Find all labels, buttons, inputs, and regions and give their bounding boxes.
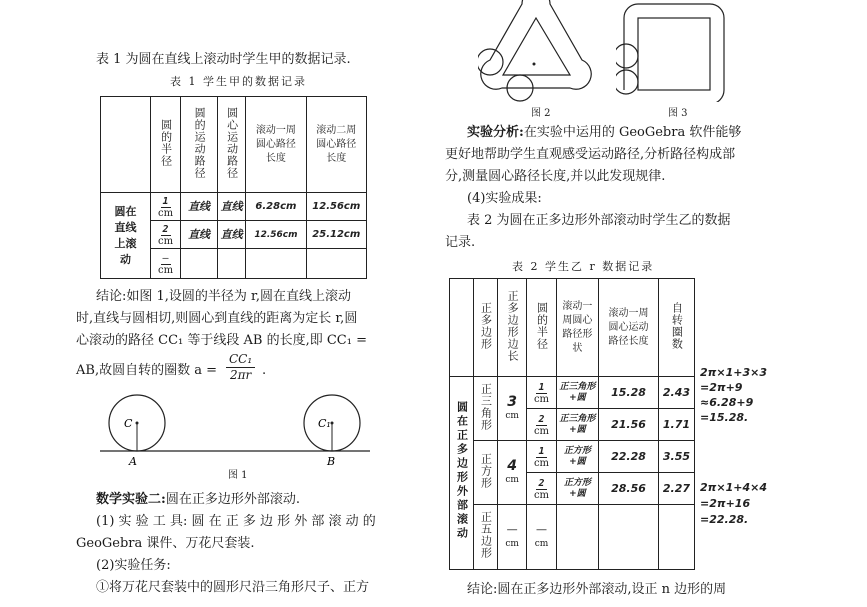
- fig1-label-a: A: [129, 455, 137, 468]
- t1-header-radius: 圆的半径: [159, 118, 173, 167]
- t2-side-square: 4: [507, 457, 517, 474]
- experiment2: [96, 490, 300, 510]
- t1-r1-len2: 12.56cm: [306, 193, 366, 221]
- t2-tri-r1-turns: 2.43: [658, 377, 694, 409]
- note-5: 2π×1+4×4: [700, 481, 767, 494]
- tools-line2: GeoGebra 课件、万花尺套装.: [76, 536, 255, 551]
- t2-pent-r1: —: [536, 523, 547, 536]
- analysis-line2: 更好地帮助学生直观感受运动路径,分析路径构成部: [445, 147, 736, 162]
- t2-sq-r2-form: 正方形+圆: [556, 473, 598, 505]
- handwritten-notes: [700, 365, 767, 425]
- t1-header-center-path: 圆心运动路径: [225, 106, 239, 179]
- conclusion-line2: 时,直线与圆相切,则圆心到直线的距离为定长 r,圆: [76, 311, 358, 326]
- t2-side-pentagon: —: [506, 523, 518, 536]
- table2-caption: 表 2 学生乙 r 数据记录: [512, 260, 655, 273]
- t2-header-shape: 滚动一周圆心路径形状: [562, 300, 593, 354]
- t2-header-turns: 自转圈数: [670, 301, 684, 350]
- t2-sq-r2: 2: [538, 478, 545, 489]
- note-7: =22.28.: [700, 513, 749, 526]
- fig1-label-c: C: [124, 417, 133, 430]
- table1: 圆的半径 圆的运动路径 圆心运动路径 滚动一周圆心路径长度 滚动二周圆心路径长度 圆在直线上滚动 $\frac{1}{cm}$ 直线 直线 6.28cm 12.56cm $\frac{2}{cm}$ 直线 直线 12.56cm 25.12cm $\frac{—}{cm}$: [100, 96, 367, 279]
- t2-header-polygon: 正多边形: [479, 301, 493, 350]
- note-1: 2π×1+3×3: [700, 366, 767, 379]
- table2: 正多边形 正多边形边长 圆的半径 滚动一周圆心路径形状 滚动一周圆心运动路径长度 自转圈数 圆在正多边形外部滚动 正三角形 3 cm $\frac{1}{cm}$ 正三角形+圆 15.28 2.43 $\frac{2}{cm}$ 正三角形+圆 21.56 1.71 正方形 4 cm $\frac{1}{cm}$ 正方形+圆 22.28 3.55 $\frac{2}{cm}$ 正方形+圆 28.56 2.27 正五边形 — cm — cm: [449, 278, 695, 570]
- t2-tri-r2-form: 正三角形+圆: [556, 409, 598, 441]
- t2-side-triangle: 3: [507, 393, 517, 410]
- t2-tri-r2-turns: 1.71: [658, 409, 694, 441]
- t1-r1-center: 直线: [217, 193, 245, 221]
- t2-shape-triangle: 正三角形: [479, 382, 493, 431]
- task-line1: ①将万花尺套装中的圆形尺沿三角形尺子、正方: [96, 580, 370, 595]
- t1-r1-radius: 1: [162, 196, 169, 207]
- fig1-label-c1: C₁: [318, 417, 331, 430]
- rotation-formula: CC₁ 2πr: [226, 352, 255, 383]
- fig1-label-b: B: [327, 455, 336, 468]
- analysis-line1: 实验分析:在实验中运用的 GeoGebra 软件能够: [467, 125, 742, 140]
- t1-header-len1: 滚动一周圆心路径长度: [255, 124, 296, 164]
- conclusion-line4: AB,故圆自转的圈数 a =: [76, 363, 217, 378]
- t1-r2-center: 直线: [217, 221, 245, 249]
- t2-sq-r1-turns: 3.55: [658, 441, 694, 473]
- t1-r2-len1: 12.56cm: [246, 221, 306, 249]
- note-2: =2π+9: [700, 381, 743, 394]
- t2-shape-pentagon: 正五边形: [479, 511, 493, 559]
- t2-tri-r2-len: 21.56: [599, 409, 659, 441]
- t1-r2-len2: 25.12cm: [306, 221, 366, 249]
- t1-header-len2: 滚动二周圆心路径长度: [316, 124, 357, 164]
- t2-sq-r2-turns: 2.27: [658, 473, 694, 505]
- figure-2: [478, 0, 598, 102]
- tools-line1: (1) 实 验 工 具: 圆 在 正 多 边 形 外 部 滚 动 的: [96, 514, 376, 529]
- conclusion-right: 结论:圆在正多边形外部滚动,设正 n 边形的周: [467, 582, 727, 597]
- table2-intro-line2: 记录.: [445, 235, 476, 250]
- table1-caption: 表 1 学生甲的数据记录: [170, 75, 307, 88]
- t2-shape-square: 正方形: [479, 452, 493, 489]
- note-6: =2π+16: [700, 497, 751, 510]
- note-3: ≈6.28+9: [700, 396, 754, 409]
- fig3-caption: 图 3: [668, 108, 688, 119]
- handwritten-notes-2: [700, 480, 767, 528]
- result-heading: (4)实验成果:: [467, 191, 542, 206]
- task-heading: (2)实验任务:: [96, 558, 171, 573]
- t2-tri-r1-form: 正三角形+圆: [556, 377, 598, 409]
- t1-header-path: 圆的运动路径: [193, 106, 207, 179]
- t2-sq-r1-len: 22.28: [599, 441, 659, 473]
- t2-header-side: 正多边形边长: [506, 289, 520, 362]
- t2-sq-r2-len: 28.56: [599, 473, 659, 505]
- analysis-title: 实验分析:: [467, 125, 524, 140]
- fig2-caption: 图 2: [531, 108, 551, 119]
- t2-header-radius: 圆的半径: [535, 301, 549, 350]
- experiment2-title: 数学实验二:: [96, 492, 166, 507]
- fig1-caption: 图 1: [228, 470, 248, 481]
- t2-tri-r1: 1: [538, 382, 545, 393]
- table2-intro-line1: 表 2 为圆在正多边形外部滚动时学生乙的数据: [467, 213, 731, 228]
- t1-r2-radius: 2: [162, 224, 169, 235]
- t2-sq-r1: 1: [538, 446, 545, 457]
- conclusion-line3: 心滚动的路径 CC₁ 等于线段 AB 的长度,即 CC₁ =: [76, 333, 367, 348]
- t2-row-label: 圆在正多边形外部滚动: [455, 401, 469, 541]
- t2-header-length: 滚动一周圆心运动路径长度: [608, 307, 649, 347]
- t2-tri-r2: 2: [538, 414, 545, 425]
- t1-r3-radius: —: [162, 253, 169, 264]
- t2-tri-r1-len: 15.28: [599, 377, 659, 409]
- experiment2-text: 圆在正多边形外部滚动.: [165, 492, 300, 507]
- t1-r1-len1: 6.28cm: [246, 193, 306, 221]
- t1-r1-path: 直线: [181, 193, 218, 221]
- t1-row-label: 圆在直线上滚动: [114, 204, 137, 266]
- t2-sq-r1-form: 正方形+圆: [556, 441, 598, 473]
- t1-r2-path: 直线: [181, 221, 218, 249]
- table1-intro: 表 1 为圆在直线上滚动时学生甲的数据记录.: [96, 52, 351, 67]
- figure-3: [616, 0, 736, 102]
- conclusion-line1: 结论:如图 1,设圆的半径为 r,圆在直线上滚动: [96, 289, 351, 304]
- analysis-line3: 分,测量圆心路径长度,并以此发现规律.: [445, 169, 666, 184]
- note-4: =15.28.: [700, 411, 749, 424]
